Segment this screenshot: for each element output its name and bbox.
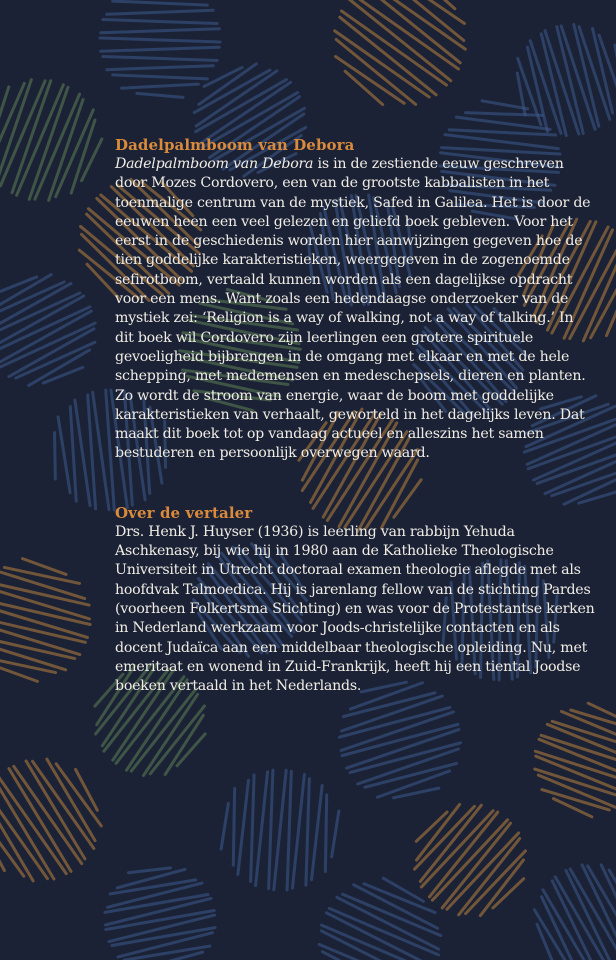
section-title-book: Dadelpalmboom van Debora: [115, 136, 355, 154]
book-description: is in de zestiende eeuw geschreven door Mozes Cordovero, een van de grootste kabbalisten in het toenmalige centrum van de mystiek, Safed in Galilea. Het is door de eeuwen heen een veel gelezen en geliefd boek gebleven. Voor het eerst in de geschiedenis worden hier aanwijzingen gegeven hoe de tien goddelijke karakteristieken, weergegeven in de zogenoemde sefirotboom, vertaald kunnen worden als een dagelijkse opdracht voor een mens. Want zoals een hedendaagse onderzoeker van de mystiek zei: ‘Religion is a way of walking, not a way of talking.’ In dit boek wil Cordovero zijn leerlingen een grotere spirituele gevoeligheid bijbrengen in de omgang met elkaar en met de hele schepping, met medemensen en medeschepsels, dieren en planten. Zo wordt de stroom van energie, waar de boom met goddelijke karakteristieken van verhaalt, geworteld in het dagelijks leven. Dat maakt dit boek tot op vandaag actueel en alleszins het samen bestuderen en persoonlijk overwegen waard.: [115, 156, 591, 462]
section-book: [115, 136, 595, 464]
section-body-book: [115, 155, 595, 464]
book-title-italic: Dadelpalmboom van Debora: [115, 156, 314, 172]
section-translator: [115, 504, 595, 697]
back-cover-text: [115, 136, 595, 696]
section-title-translator: Over de vertaler: [115, 503, 253, 522]
section-body-translator: Drs. Henk J. Huyser (1936) is leerling van rabbijn Yehuda Aschkenasy, bij wie hij in 1980 aan de Katholieke Theologische Universiteit in Utrecht doctoraal examen theologie aflegde met als hoofdvak Talmoedica. Hij is jarenlang fellow van de stichting Pardes (voorheen Folkertsma Stichting) en was voor de Protestantse kerken in Nederland werkzaam voor Joods-christelijke contacten en als docent Judaïca aan een middelbaar theologische opleiding. Nu, met emeritaat en wonend in Zuid-Frankrijk, heeft hij een tiental Joodse boeken vertaald in het Nederlands.: [115, 523, 595, 695]
section-spacer: [115, 464, 595, 504]
